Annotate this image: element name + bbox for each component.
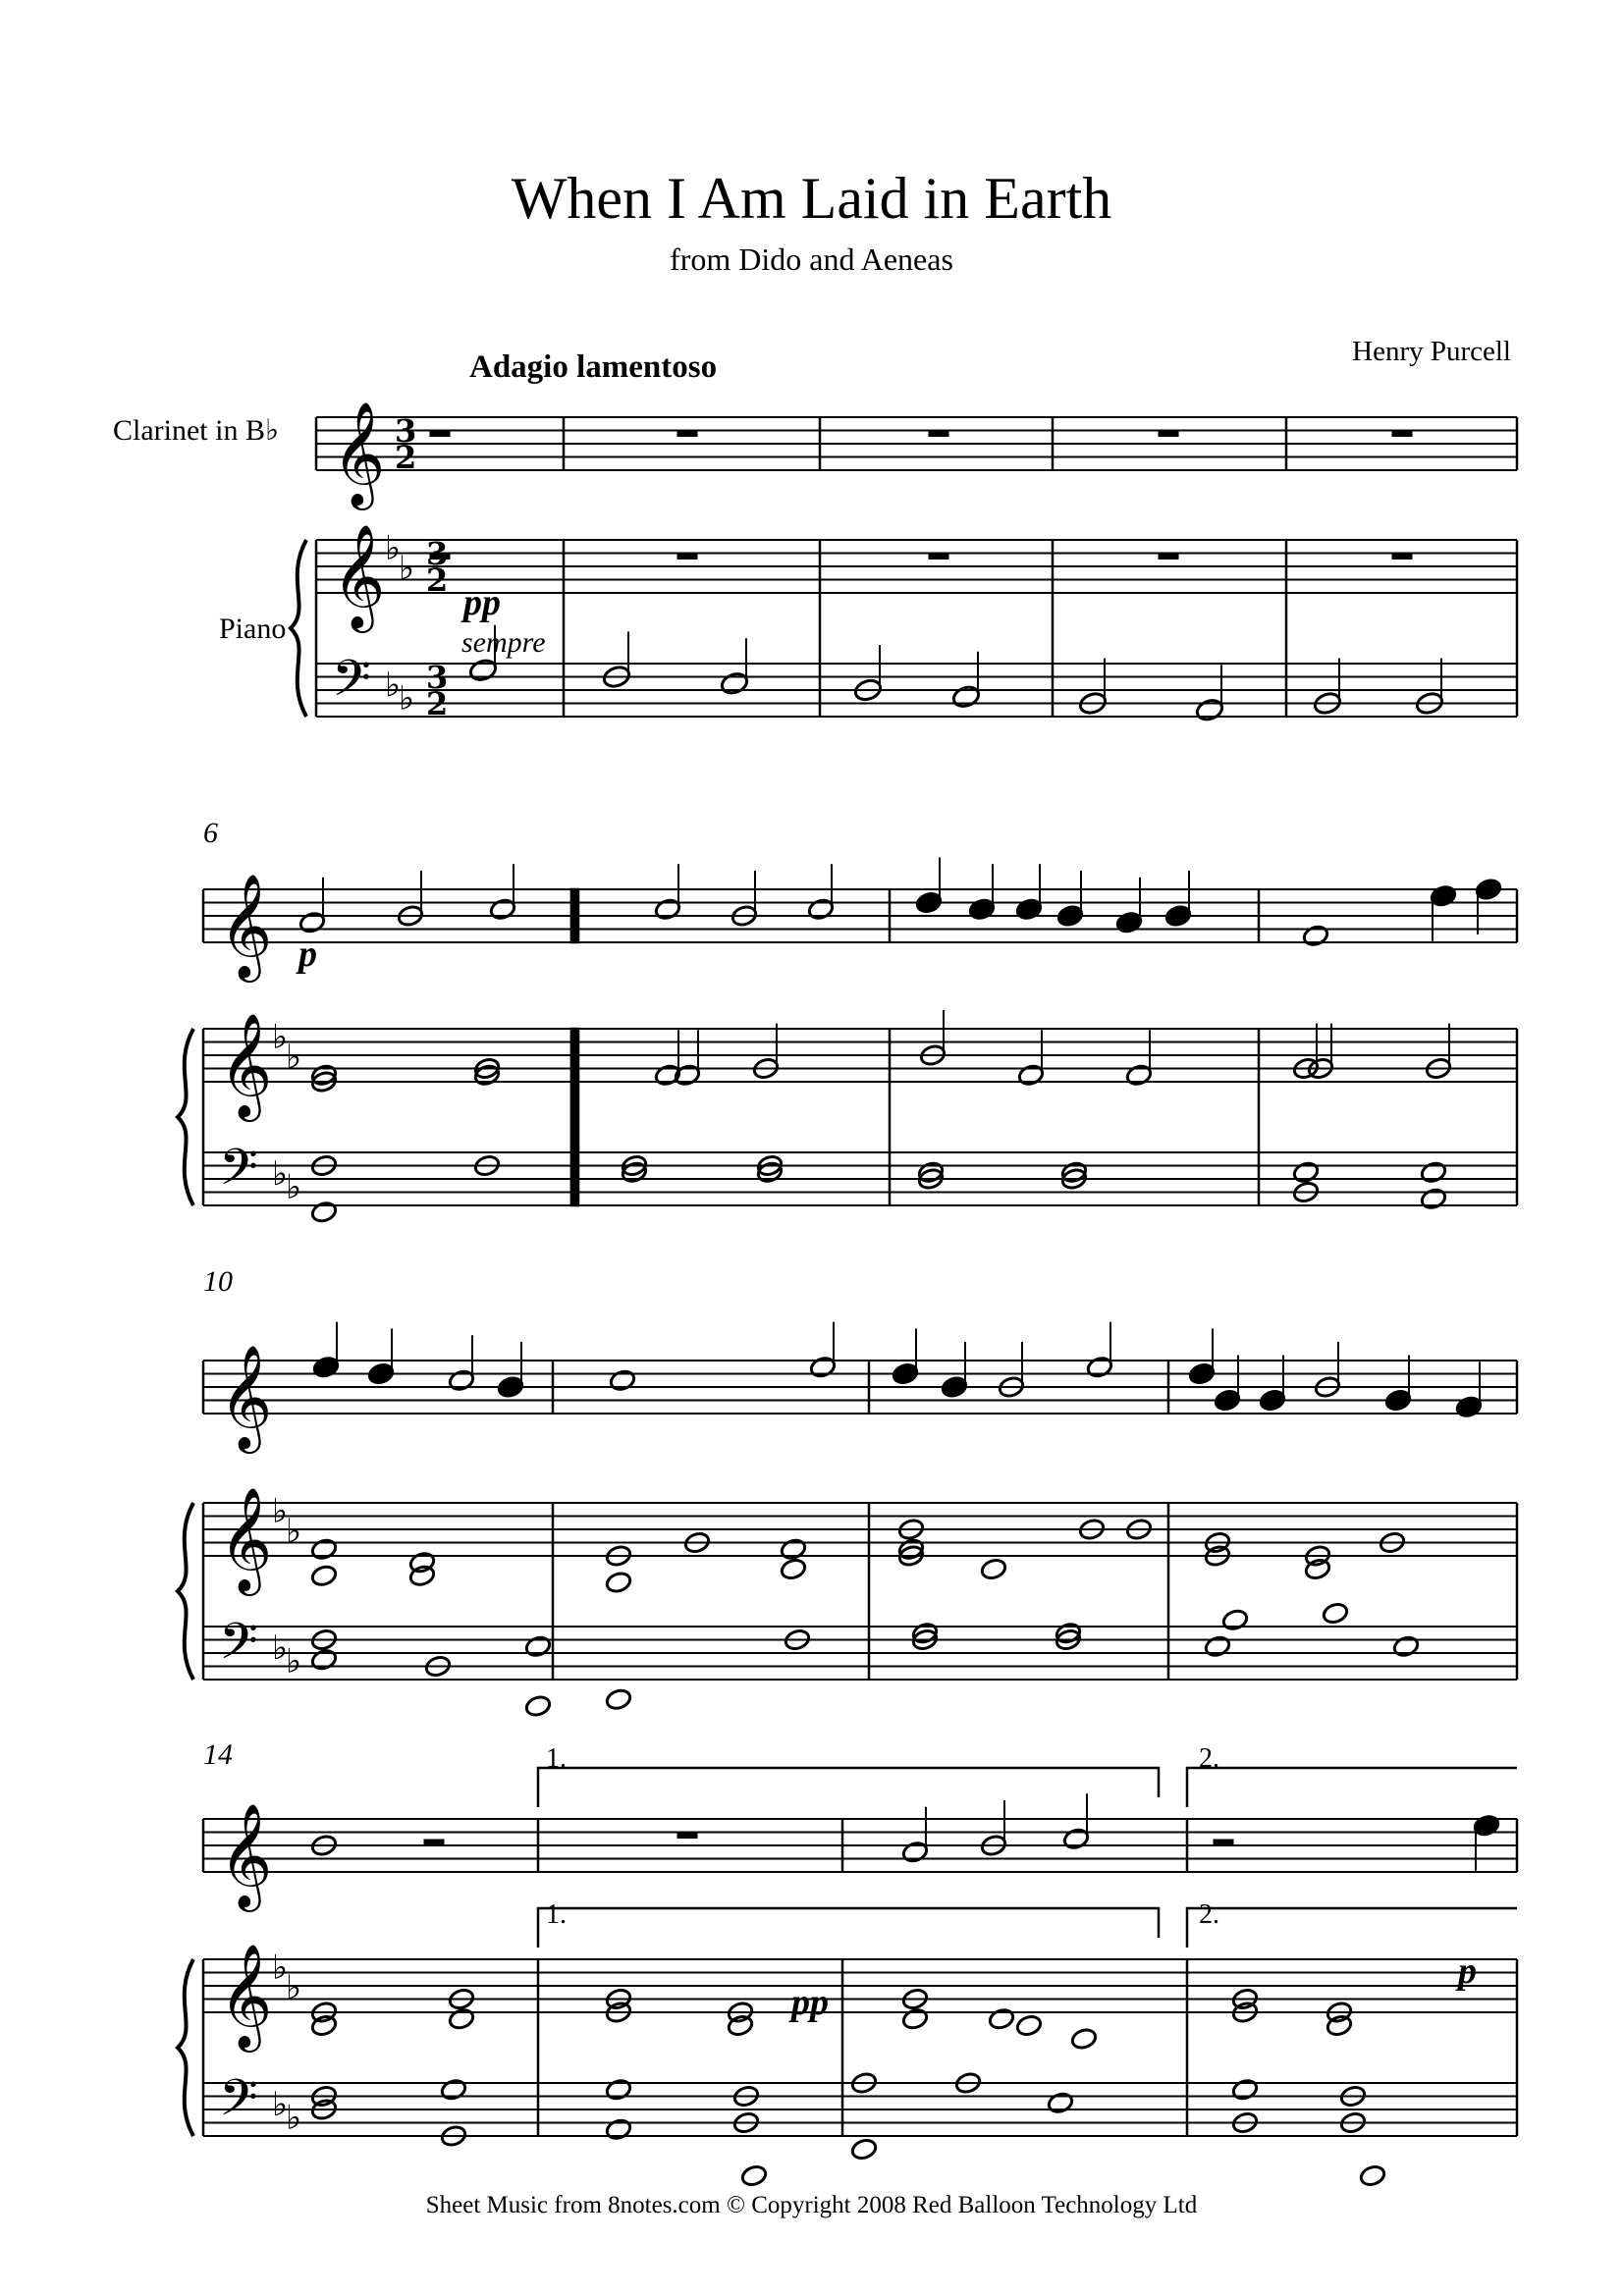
dynamic-p-end: p — [1458, 1950, 1477, 1992]
note — [524, 1694, 552, 1718]
treble-clef-icon: 𝄞 — [332, 523, 386, 628]
note — [609, 1368, 636, 1392]
note — [941, 1375, 968, 1399]
note — [1047, 2091, 1074, 2114]
note — [310, 1564, 338, 1587]
note — [298, 911, 326, 934]
note — [1473, 1814, 1500, 1838]
volta-2-clarinet: 2. — [1199, 1743, 1219, 1774]
flat-icon: ♭ — [385, 666, 402, 705]
note — [1359, 2163, 1386, 2187]
barlines — [178, 417, 1517, 2136]
volta-bracket — [1187, 1768, 1517, 1807]
treble-clef-icon: 𝄞 — [219, 1012, 273, 1117]
half-note — [951, 684, 982, 710]
sempre-marking: sempre — [461, 626, 546, 659]
flat-icon: ♭ — [399, 678, 415, 719]
note — [988, 2007, 1015, 2031]
note — [497, 1375, 524, 1399]
piano-label: Piano — [219, 613, 287, 645]
note — [312, 1356, 340, 1379]
clefs — [219, 400, 448, 2140]
note — [1259, 1388, 1286, 1412]
note — [1214, 1388, 1241, 1412]
note — [1420, 1160, 1447, 1184]
measure-number-10: 10 — [203, 1265, 233, 1298]
bass-clef-icon: 𝄢 — [219, 1611, 258, 1683]
note — [1115, 911, 1143, 934]
whole-rest — [677, 1833, 697, 1839]
dynamic-p: p — [298, 934, 317, 975]
volta-2-piano: 2. — [1199, 1899, 1219, 1930]
flat-icon: ♭ — [286, 1511, 302, 1551]
note — [1420, 1187, 1447, 1210]
flat-icon: ♭ — [286, 2098, 302, 2138]
flat-icon: ♭ — [272, 1017, 289, 1057]
note — [448, 1368, 475, 1392]
note — [605, 1687, 632, 1711]
note — [310, 1537, 338, 1561]
volta-1-piano: 1. — [546, 1899, 567, 1930]
note — [1056, 904, 1084, 928]
flat-icon: ♭ — [272, 1629, 289, 1668]
note — [1015, 2013, 1043, 2037]
piano-brace — [178, 1959, 193, 2136]
note — [367, 1362, 395, 1385]
whole-rest — [1159, 431, 1178, 437]
note — [740, 2163, 768, 2187]
treble-clef-icon: 𝄞 — [219, 873, 273, 978]
flat-icon: ♭ — [272, 2085, 289, 2124]
half-rest — [1214, 1840, 1233, 1845]
repeat-thick-barline — [571, 889, 578, 942]
whole-rest — [1392, 554, 1412, 560]
treble-clef-icon: 𝄞 — [219, 1943, 273, 2048]
note — [524, 1634, 552, 1658]
note — [1062, 1827, 1090, 1850]
composer-name: Henry Purcell — [1352, 336, 1511, 367]
score-subtitle: from Dido and Aeneas — [670, 241, 953, 277]
treble-clef-icon: 𝄞 — [332, 400, 386, 506]
note — [1086, 1356, 1113, 1379]
whole-rest — [929, 431, 948, 437]
repeat-thick-barline — [571, 1029, 578, 1205]
piano-brace — [178, 1029, 193, 1205]
note — [1015, 897, 1043, 921]
note — [1221, 1608, 1249, 1631]
volta-bracket — [538, 1768, 1159, 1807]
note — [780, 1537, 807, 1561]
flat-icon: ♭ — [286, 1167, 302, 1207]
note — [1231, 2078, 1259, 2102]
note — [1475, 878, 1502, 901]
flat-icon: ♭ — [399, 548, 415, 588]
bass-clef-icon: 𝄢 — [332, 648, 371, 721]
bass-clef-icon: 𝄢 — [219, 2067, 258, 2140]
note — [901, 2007, 929, 2031]
flat-icon: ♭ — [272, 1491, 289, 1531]
note — [901, 1841, 929, 1864]
time-signature-bottom: 2 — [426, 561, 449, 599]
whole-rest — [677, 554, 697, 560]
flat-icon: ♭ — [286, 1037, 302, 1077]
treble-clef-icon: 𝄞 — [219, 1802, 273, 1907]
note — [1455, 1395, 1483, 1418]
note — [440, 2078, 467, 2102]
whole-rest — [677, 431, 697, 437]
treble-clef-icon: 𝄞 — [219, 1344, 273, 1449]
note — [980, 1557, 1007, 1580]
dynamic-pp-end: pp — [791, 1982, 829, 2023]
note — [1188, 1362, 1216, 1385]
treble-clef-icon: 𝄞 — [219, 1486, 273, 1591]
flat-icon: ♭ — [286, 1967, 302, 2007]
note — [654, 897, 681, 921]
note — [448, 2007, 475, 2031]
note — [605, 2117, 632, 2141]
piano-brace — [291, 540, 306, 717]
whole-rest — [1392, 431, 1412, 437]
note — [1017, 1063, 1045, 1087]
clarinet-label: Clarinet in B♭ — [113, 414, 280, 447]
flat-icon: ♭ — [385, 528, 402, 568]
note — [1070, 2027, 1098, 2051]
note — [1292, 1160, 1320, 1184]
note — [1392, 1634, 1420, 1658]
time-signature-top: 3 — [426, 659, 449, 696]
whole-rest — [430, 431, 450, 437]
whole-rest — [1159, 554, 1178, 560]
bass-clef-icon: 𝄢 — [219, 1137, 258, 1209]
time-signature-top: 3 — [426, 535, 449, 572]
note — [807, 897, 835, 921]
note — [605, 2078, 632, 2102]
measure-number-6: 6 — [203, 817, 218, 849]
note — [915, 890, 943, 914]
note — [1384, 1388, 1412, 1412]
half-note — [1195, 697, 1225, 722]
note — [850, 2137, 878, 2161]
note — [780, 1557, 807, 1580]
note — [1430, 884, 1457, 908]
half-note — [720, 670, 750, 696]
volta-bracket — [1187, 1908, 1517, 1948]
note — [1302, 924, 1329, 947]
note — [605, 1571, 632, 1594]
copyright-footer: Sheet Music from 8notes.com © Copyright 2008 Red Balloon Technology Ltd — [425, 2192, 1198, 2218]
note — [1322, 1601, 1349, 1625]
dynamic-pp: pp — [463, 582, 501, 623]
piano-brace — [178, 1503, 193, 1680]
flat-icon: ♭ — [272, 1948, 289, 1988]
note — [1204, 1634, 1231, 1658]
note — [1164, 904, 1192, 928]
score-title: When I Am Laid in Earth — [511, 166, 1112, 231]
half-note — [468, 658, 499, 683]
note — [968, 897, 996, 921]
time-signature-bottom: 2 — [395, 439, 417, 476]
note — [489, 897, 516, 921]
notes — [298, 431, 1502, 2188]
volta-1-clarinet: 1. — [546, 1743, 567, 1774]
whole-rest — [929, 554, 948, 560]
note — [310, 1201, 338, 1224]
half-rest — [424, 1840, 444, 1845]
time-signature-top: 3 — [395, 412, 417, 450]
flat-icon: ♭ — [286, 1641, 302, 1682]
note — [809, 1356, 837, 1379]
tempo-marking: Adagio lamentoso — [469, 349, 718, 385]
measure-number-14: 14 — [203, 1738, 233, 1771]
time-signature-bottom: 2 — [426, 685, 449, 722]
note — [892, 1362, 919, 1385]
note — [310, 1648, 338, 1672]
flat-icon: ♭ — [272, 1154, 289, 1194]
volta-bracket — [538, 1908, 1159, 1948]
note — [1125, 1063, 1153, 1087]
